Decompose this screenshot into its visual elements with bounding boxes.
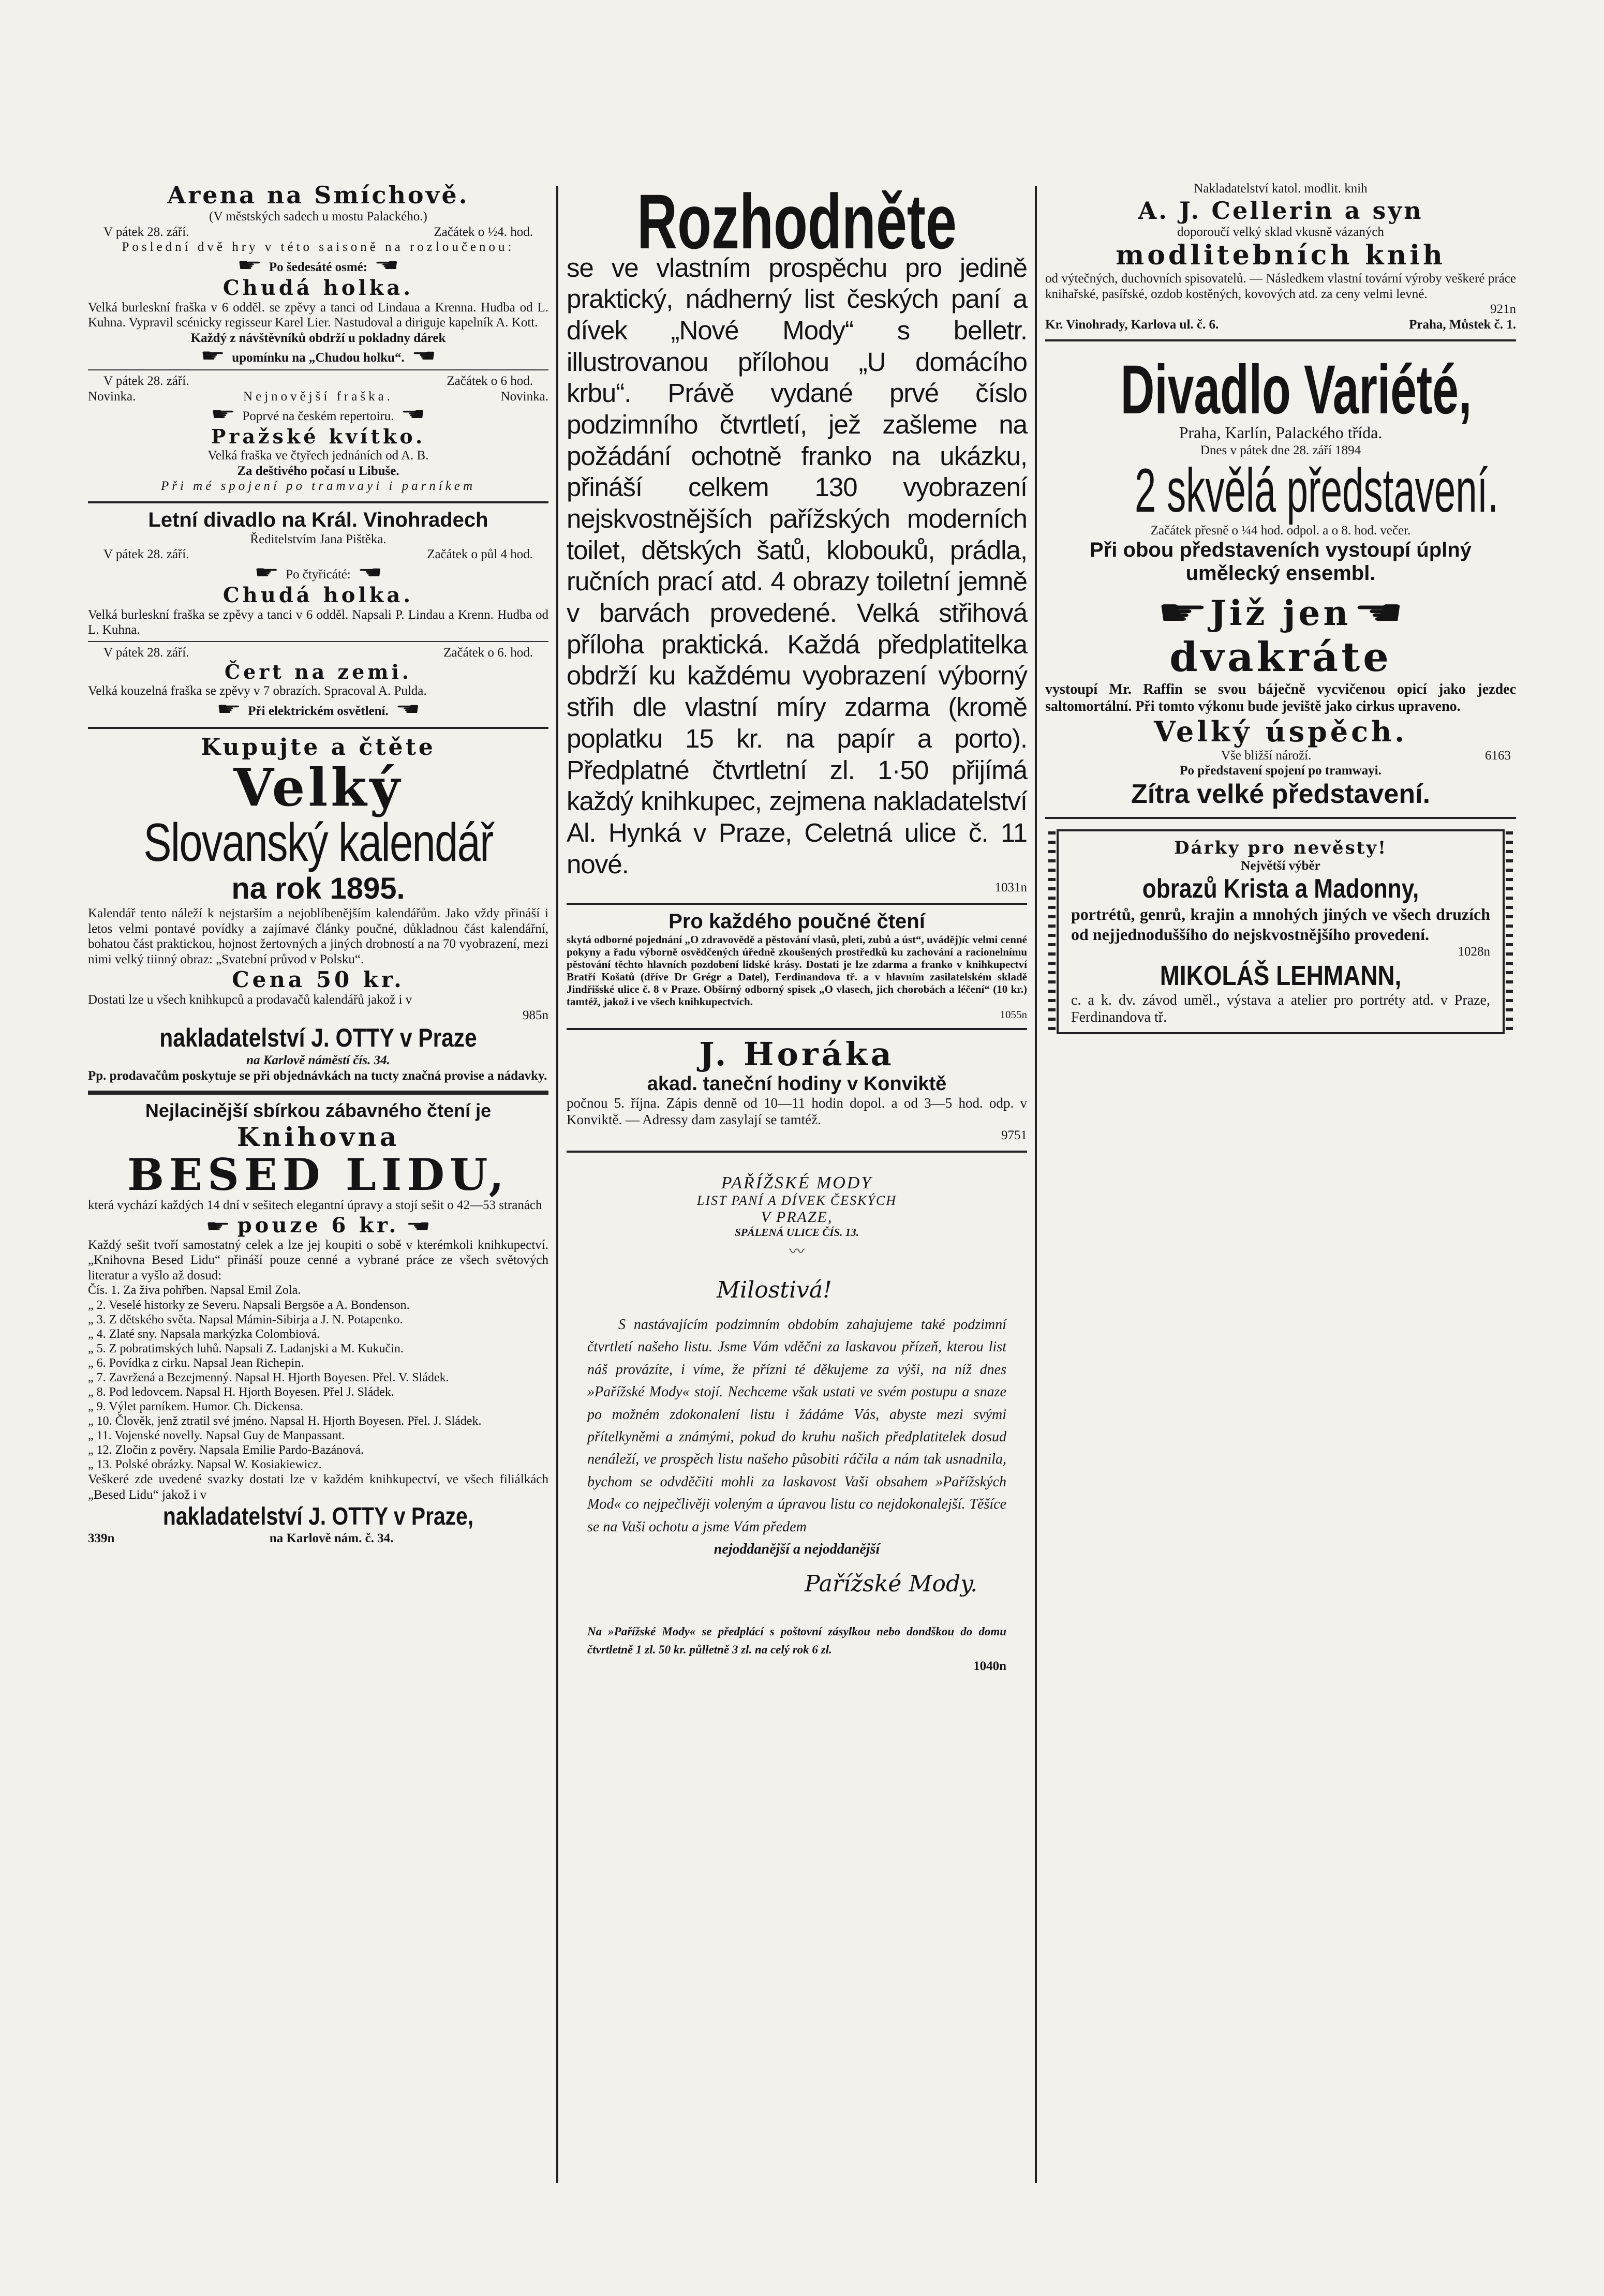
variete-code: 6163 bbox=[1485, 748, 1511, 763]
calendar-year: na rok 1895. bbox=[231, 872, 405, 906]
letni-day2: V pátek 28. září. bbox=[103, 645, 189, 660]
arena-rain: Za deštivého počasí u Libuše. bbox=[237, 464, 399, 478]
besed-publisher: nakladatelství J. OTTY v Praze, bbox=[162, 1503, 474, 1531]
cellerin-addr-right: Praha, Můstek č. 1. bbox=[1409, 317, 1516, 332]
arena-newest: Nejnovější fraška. bbox=[243, 389, 393, 404]
cellerin-name: A. J. Cellerin a syn bbox=[1138, 196, 1423, 225]
letni-director: Ředitelstvím Jana Pištěka. bbox=[250, 532, 387, 546]
rozhodnete-headline: Rozhodněte bbox=[637, 178, 957, 265]
cellerin-ad bbox=[1045, 181, 1516, 332]
nove-mody-ad bbox=[567, 178, 1027, 896]
pointing-hand-icon: ☚ bbox=[400, 404, 426, 425]
list-item: „ 12. Zločin z pověry. Napsala Emilie Pardo-Bazánová. bbox=[88, 1443, 364, 1457]
poucne-title: Pro každého poučné čtení bbox=[669, 910, 925, 933]
column-right bbox=[1045, 181, 1516, 2194]
pointing-hand-icon: ☛ bbox=[216, 698, 242, 720]
gift-title: Dárky pro nevěsty! bbox=[1174, 837, 1388, 858]
pointing-hand-icon: ☚ bbox=[411, 346, 437, 367]
horak-title: J. Horáka bbox=[699, 1035, 895, 1073]
arena-play1-desc: Velká burleskní fraška v 6 odděl. se zpěvy a tanci od Lindaua a Krenna. Hudba od L. Kuhna. Vypravil scénicky regisseur Karel Lier. Nastudoval a diriguje kapelník A. Kott. bbox=[88, 300, 548, 330]
arena-tram: Při mé spojení po tramvayi i parníkem bbox=[160, 479, 476, 494]
list-item: „ 10. Člověk, jenž ztratil své jméno. Napsal H. Hjorth Boyesen. Přel. J. Sládek. bbox=[88, 1414, 482, 1428]
besed-title: BESED LIDU, bbox=[127, 1149, 509, 1201]
arena-novinka-right: Novinka. bbox=[500, 389, 548, 404]
letni-play2-desc: Velká kouzelná fraška se zpěvy v 7 obrazích. Spracoval A. Pulda. bbox=[88, 684, 427, 698]
pointing-hand-icon: ☛ bbox=[200, 346, 226, 367]
list-item: „ 8. Pod ledovcem. Napsal H. Hjorth Boyesen. Přel J. Sládek. bbox=[88, 1385, 394, 1399]
variete-only: Již jen bbox=[1210, 592, 1351, 633]
list-item: „ 11. Vojenské novelly. Napsal Guy de Manpassant. bbox=[88, 1429, 345, 1443]
variete-ad bbox=[1045, 352, 1516, 810]
calendar-kupujte: Kupujte a čtěte bbox=[201, 734, 436, 761]
calendar-ad bbox=[88, 734, 548, 1083]
pointing-hand-icon: ☚ bbox=[374, 255, 399, 276]
letni-day1: V pátek 28. září. bbox=[103, 547, 189, 562]
besed-code: 339n bbox=[88, 1531, 115, 1546]
arena-play1: Chudá holka. bbox=[222, 275, 414, 300]
letni-play1: Chudá holka. bbox=[222, 583, 414, 607]
arena-start2: Začátek o 6 hod. bbox=[447, 374, 533, 389]
besed-addr: na Karlově nám. č. 34. bbox=[269, 1531, 394, 1546]
list-item: „ 2. Veselé historky ze Severu. Napsali Bergsöe a A. Bondenson. bbox=[88, 1298, 410, 1312]
mody-street: SPÁLENÁ ULICE ČÍS. 13. bbox=[735, 1226, 859, 1239]
letni-divadlo-ad bbox=[88, 509, 548, 720]
cellerin-rec: doporoučí velký sklad vkusně vázaných bbox=[1177, 225, 1384, 239]
column-divider bbox=[556, 186, 558, 2183]
variete-twice: dvakráte bbox=[1169, 633, 1392, 681]
variete-both: Při obou představeních vystoupí úplný umělecký ensembl. bbox=[1090, 538, 1472, 585]
arena-day2: V pátek 28. září. bbox=[103, 374, 189, 389]
pointing-hand-icon: ☛ bbox=[237, 255, 263, 276]
parizske-mody-letter bbox=[567, 1173, 1027, 1674]
lehmann-ad bbox=[1057, 829, 1505, 1034]
variete-date: Dnes v pátek dne 28. září 1894 bbox=[1200, 443, 1361, 457]
cellerin-code: 921n bbox=[1490, 302, 1516, 316]
poucne-body: skytá odborné pojednání „O zdravovědě a pěstování vlasů, pleti, zubů a úst“, uváděj)íc velmi cenné pokyny a řadu výborně osvědčených úředně zkoušených prostředků ku zachování a racionelnímu pěstování těchto hlavních pozdobení lidské krásy. Dostati je lze zdarma a franko v knihkupectví Bratří Košatů (dříve Dr Grégr a Datel), Ferdinandova tř. a v hlavním zasilatelském skladě Jindřišské ulice č. 8 v Praze. Obšírný odborný spisek „O vlasech, jich chorobách a léčení“ (10 kr.) tamtéž, jakož i ve všech knihkupectvích. bbox=[567, 933, 1027, 1008]
arena-start1: Začátek o ½4. hod. bbox=[434, 225, 533, 239]
calendar-publisher: nakladatelství J. OTTY v Praze bbox=[159, 1023, 477, 1053]
pointing-hand-icon: ☚ bbox=[357, 562, 383, 583]
arena-sixty: Po šedesáté osmé: bbox=[269, 260, 368, 274]
list-item: „ 6. Povídka z cirku. Napsal Jean Richepin. bbox=[88, 1356, 304, 1370]
calendar-addr: na Karlově náměstí čís. 34. bbox=[246, 1053, 390, 1068]
list-item: „ 3. Z dětského světa. Napsal Mámin-Sibirja a J. N. Potapenko. bbox=[88, 1313, 403, 1326]
pointing-hand-icon: ☚ bbox=[395, 698, 421, 720]
letni-title: Letní divadlo na Král. Vinohradech bbox=[148, 508, 488, 531]
variete-tomorrow: Zítra velké představení. bbox=[1131, 779, 1431, 809]
poucne-code: 1055n bbox=[1000, 1008, 1027, 1021]
gift-paintings: obrazů Krista a Madonny, bbox=[1142, 874, 1419, 904]
gift-name: MIKOLÁŠ LEHMANN, bbox=[1160, 960, 1402, 991]
nove-mody-code: 1031n bbox=[994, 881, 1027, 895]
arena-title: Arena na Smíchově. bbox=[167, 181, 469, 209]
variete-tram: Po představení spojení po tramwayi. bbox=[1180, 764, 1382, 778]
variete-success: Velký úspěch. bbox=[1153, 714, 1408, 748]
arena-ad bbox=[88, 181, 548, 494]
arena-play2-desc: Velká fraška ve čtyřech jednáních od A. B. bbox=[207, 449, 429, 463]
cellerin-body: od výtečných, duchovních spisovatelů. — Následkem vlastní tovární výroby veškeré práce knihařské, pasířské, ozdob kostěných, kovových atd. za ceny velmi levné. bbox=[1045, 272, 1516, 301]
gift-code: 1028n bbox=[1458, 945, 1490, 959]
pointing-hand-icon: ☛ bbox=[254, 562, 279, 583]
calendar-title: Slovanský kalendář bbox=[143, 813, 493, 873]
mody-sub: LIST PANÍ A DÍVEK ČESKÝCH bbox=[696, 1192, 897, 1208]
letni-start1: Začátek o půl 4 hod. bbox=[427, 547, 533, 562]
gift-addr: c. a k. dv. závod uměl., výstava a atelier pro portréty atd. v Praze, Ferdinandova tř. bbox=[1071, 992, 1490, 1025]
besed-lidu-ad bbox=[88, 1100, 548, 1546]
mody-foot: Na »Pařížské Mody« se předplácí s poštovní zásylkou nebo dondškou do domu čtvrtletně 1 zl. 50 kr. půlletně 3 zl. na celý rok 6 zl. bbox=[587, 1625, 1006, 1656]
pointing-hand-icon: ☚ bbox=[406, 1216, 431, 1237]
letni-play2: Čert na zemi. bbox=[224, 660, 412, 684]
calendar-avail: Dostati lze u všech knihkupců a prodavačů kalendářů jakož i v bbox=[88, 993, 412, 1007]
besed-outro: Veškeré zde uvedené svazky dostati lze v každém knihkupectví, ve všech filiálkách „Besed Lidu“ jakož i v bbox=[88, 1472, 548, 1502]
variete-title: Divadlo Variété, bbox=[1120, 351, 1472, 428]
variete-raffin: vystoupí Mr. Raffin se svou báječně vycvičenou opicí jako jezdec saltomortální. Při tomto výkonu bude jeviště jako cirkus upraveno. bbox=[1045, 681, 1516, 714]
pointing-hand-icon: ☚ bbox=[1353, 591, 1405, 634]
mody-title: PAŘÍŽSKÉ MODY bbox=[721, 1173, 873, 1192]
letni-light: Při elektrickém osvětlení. bbox=[248, 704, 389, 718]
list-item: „ 9. Výlet parníkem. Humor. Ch. Dickensa. bbox=[88, 1400, 304, 1414]
besed-list bbox=[88, 1283, 548, 1472]
mody-city: V PRAZE, bbox=[761, 1208, 833, 1226]
calendar-velky: Velký bbox=[233, 757, 403, 818]
list-item: „ 13. Polské obrázky. Napsal W. Kosiakiewicz. bbox=[88, 1458, 322, 1472]
mody-body: S nastávajícím podzimním obdobím zahajujeme také podzimní čtvrtletí našeho listu. Jsme Vám vděčni za laskavou přízeň, kterou list náš provázíte, i víme, že přízni té děkujeme za výši, na níž dnes »Pařížské Mody« stojí. Nechceme však ustati ve svém postupu a snaze po možném zdokonalení listu i žádáme Vás, abyste mezi svými přítelkyněmi a známými, pokud do kruhu našich předplatitelek dosud nenáleží, ve prospěch listu našeho působiti ráčila a nám tak usnadnila, bychom se odvděčiti mohli za laskavost Vaši obsahem »Pařížských Mod« co nejpečlivěji voleným a úpravou listu co nejdokonalejší. Těšíce se na Vaši ochotu a jsme Vám předem bbox=[587, 1317, 1006, 1535]
variete-more: Vše bližší nároží. bbox=[1221, 748, 1312, 763]
besed-desc: která vychází každých 14 dní v sešitech elegantní úpravy a stojí sešit o 42—53 stranách bbox=[88, 1198, 542, 1213]
calendar-price: Cena 50 kr. bbox=[232, 967, 405, 993]
cellerin-pub: Nakladatelství katol. modlit. knih bbox=[1194, 182, 1368, 196]
pointing-hand-icon: ☛ bbox=[1156, 591, 1209, 634]
nove-mody-body: se ve vlastním prospěchu pro jedině praktický, nádherný list českých paní a dívek „Nové Mody“ s belletr. illustrovanou přílohou „U domácího krbu“. Právě vydané prvé číslo podzimního čtvrtletí, jež zašleme na požádání ochotně franko na ukázku, přináší celkem 130 vyobrazení nejskvostnějších pařížských moderních toilet, dětských šatů, klobouků, prádla, ručních prací atd. 4 obrazy toiletní jemně v barvách provedené. Velká střihová příloha praktická. Každá předplatitelka obdrží ku každému vyobrazení výborný střih dle vlastní míry zdarma (kromě poplatku 15 kr. na papír a porto). Předplatné čtvrtletní zl. 1·50 přijímá každý knihkupec, zejmena nakladatelství Al. Hynká v Praze, Celetná ulice č. 11 nové. bbox=[567, 252, 1027, 879]
pointing-hand-icon: ☛ bbox=[205, 1216, 231, 1237]
horak-code: 9751 bbox=[1001, 1128, 1027, 1143]
column-middle bbox=[567, 178, 1027, 2194]
cellerin-addr-left: Kr. Vinohrady, Karlova ul. č. 6. bbox=[1045, 317, 1219, 332]
besed-price: pouze 6 kr. bbox=[237, 1213, 399, 1238]
list-item: „ 5. Z pobratimských luhů. Napsali Z. Ladanjski a M. Kukučin. bbox=[88, 1341, 404, 1355]
cellerin-title: modlitebních knih bbox=[1116, 240, 1446, 271]
letni-fortieth: Po čtyřicáté: bbox=[286, 567, 351, 582]
arena-first: Poprvé na českém repertoiru. bbox=[242, 409, 394, 424]
arena-last: Poslední dvě hry v této saisoně na rozloučenou: bbox=[122, 240, 515, 254]
calendar-desc: Kalendář tento náleží k nejstarším a nejoblíbenějším kalendářům. Jako vždy přináší i letos velmi pontavé povídky a zajímavé články poučné, důkladnou část kalendářní, bohatou část praktickou, hojnost žertovných a jiných drobností a na 70 vyobrazení, mezi nimi velký tiinný obraz: „Svatební průvod v Polsku“. bbox=[88, 906, 548, 966]
besed-intro: Nejlacinější sbírkou zábavného čtení je bbox=[145, 1100, 492, 1122]
letni-play1-desc: Velká burleskní fraška se zpěvy a tanci v 6 odděl. Napsali P. Lindau a Krenn. Hudba od L. Kuhna. bbox=[88, 607, 548, 637]
poucne-cteni-ad bbox=[567, 910, 1027, 1021]
mody-greeting: Milostivá! bbox=[717, 1277, 832, 1304]
calendar-code: 985n bbox=[523, 1008, 548, 1022]
column-divider bbox=[1035, 186, 1037, 2183]
list-item: Čís. 1. Za živa pohřben. Napsal Emil Zola. bbox=[88, 1284, 301, 1298]
pointing-hand-icon: ☛ bbox=[210, 404, 236, 425]
mody-code: 1040n bbox=[973, 1659, 1006, 1674]
besed-desc2: Každý sešit tvoří samostatný celek a lze jej koupiti o sobě v kterémkoli knihkupectví. „Knihovna Besed Lidu“ přináší pouze cenné a vybrané práce ze všech světových literatur a vyšlo až dosud: bbox=[88, 1238, 548, 1283]
flourish-icon: 〰 bbox=[789, 1243, 805, 1261]
list-item: „ 7. Zavržená a Bezejmenný. Napsal H. Hjorth Boyesen. Přel. V. Sládek. bbox=[88, 1370, 449, 1384]
horak-sub: akad. taneční hodiny v Konviktě bbox=[647, 1072, 947, 1095]
variete-two: 2 skvělá představení. bbox=[1134, 456, 1498, 526]
gift-newest: Největší výběr bbox=[1241, 858, 1320, 873]
list-item: „ 4. Zlaté sny. Napsala markýzka Colombiová. bbox=[88, 1327, 320, 1341]
calendar-notice: Pp. prodavačům poskytuje se při objednávkách na tucty značná provise a nádavky. bbox=[88, 1068, 547, 1083]
letni-start2: Začátek o 6. hod. bbox=[443, 645, 533, 660]
column-left bbox=[88, 181, 548, 2194]
arena-gift2: upomínku na „Chudou holku“. bbox=[232, 351, 405, 365]
arena-play2: Pražské kvítko. bbox=[211, 425, 426, 449]
horak-body: počnou 5. října. Zápis denně od 10—11 hodin dopol. a od 3—5 hod. odp. v Konviktě. — Adressy dam zasylají se tamtéž. bbox=[567, 1095, 1027, 1127]
gift-body: portrétů, genrů, krajin a mnohých jiných ve všech druzích od nejjednoduššího do nejskvostnějšího provedení. bbox=[1071, 905, 1490, 944]
arena-day1: V pátek 28. září. bbox=[103, 225, 189, 239]
arena-gift: Každý z návštěvníků obdrží u pokladny dárek bbox=[190, 331, 446, 345]
mody-sign: Pařížské Mody. bbox=[805, 1571, 978, 1598]
arena-novinka-left: Novinka. bbox=[88, 389, 136, 404]
mody-close: nejoddanější a nejoddanější bbox=[714, 1541, 880, 1557]
newspaper-page bbox=[78, 178, 1516, 2225]
horak-dance-ad bbox=[567, 1035, 1027, 1143]
arena-sub: (V městských sadech u mostu Palackého.) bbox=[209, 210, 427, 223]
variete-time: Začátek přesně o ¼4 hod. odpol. a o 8. hod. večer. bbox=[1150, 524, 1411, 538]
besed-knihovna: Knihovna bbox=[236, 1122, 400, 1153]
variete-place: Praha, Karlín, Palackého třída. bbox=[1179, 423, 1383, 442]
